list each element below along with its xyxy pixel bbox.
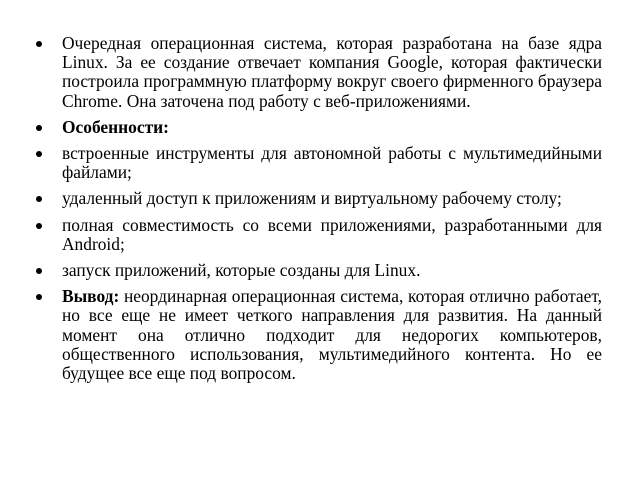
bullet-dot-icon	[36, 151, 42, 157]
bullet-dot-icon	[36, 223, 42, 229]
bullet-text: полная совместимость со всеми приложениями, разработанными для Android;	[62, 214, 602, 254]
bullet-item-intro	[36, 34, 602, 111]
bullet-dot-icon	[36, 268, 42, 274]
bullet-dot-icon	[36, 196, 42, 202]
bullet-item-features-heading	[36, 118, 602, 137]
bullet-item-feature-remote-access	[36, 189, 602, 208]
bullet-text: Очередная операционная система, которая разработана на базе ядра Linux. За ее создание отвечает компания Google, которая фактически построила программную платформу вокруг своего фирменного браузера Chrome. Она заточена под работу с веб-приложениями.	[62, 33, 602, 111]
bullet-dot-icon	[36, 125, 42, 131]
bullet-item-feature-android	[36, 216, 602, 254]
bullet-text: неординарная операционная система, которая отлично работает, но все еще не имеет четкого направления для развития. На данный момент она отлично подходит для недорогих компьютеров, общественного использования, мультимедийного контента. Но ее будущее все еще под вопросом.	[62, 286, 602, 384]
bullet-list	[36, 34, 602, 383]
bullet-item-conclusion	[36, 287, 602, 383]
bullet-heading: Особенности:	[62, 116, 169, 137]
slide-content	[36, 34, 602, 390]
bullet-text: удаленный доступ к приложениям и виртуальному рабочему столу;	[62, 188, 562, 209]
bullet-item-feature-multimedia	[36, 144, 602, 182]
bullet-item-feature-linux	[36, 261, 602, 280]
bullet-dot-icon	[36, 294, 42, 300]
bullet-dot-icon	[36, 41, 42, 47]
bullet-text: встроенные инструменты для автономной работы с мультимедийными файлами;	[62, 143, 602, 183]
bullet-text: запуск приложений, которые созданы для Linux.	[62, 260, 421, 281]
bullet-heading: Вывод:	[62, 286, 120, 307]
